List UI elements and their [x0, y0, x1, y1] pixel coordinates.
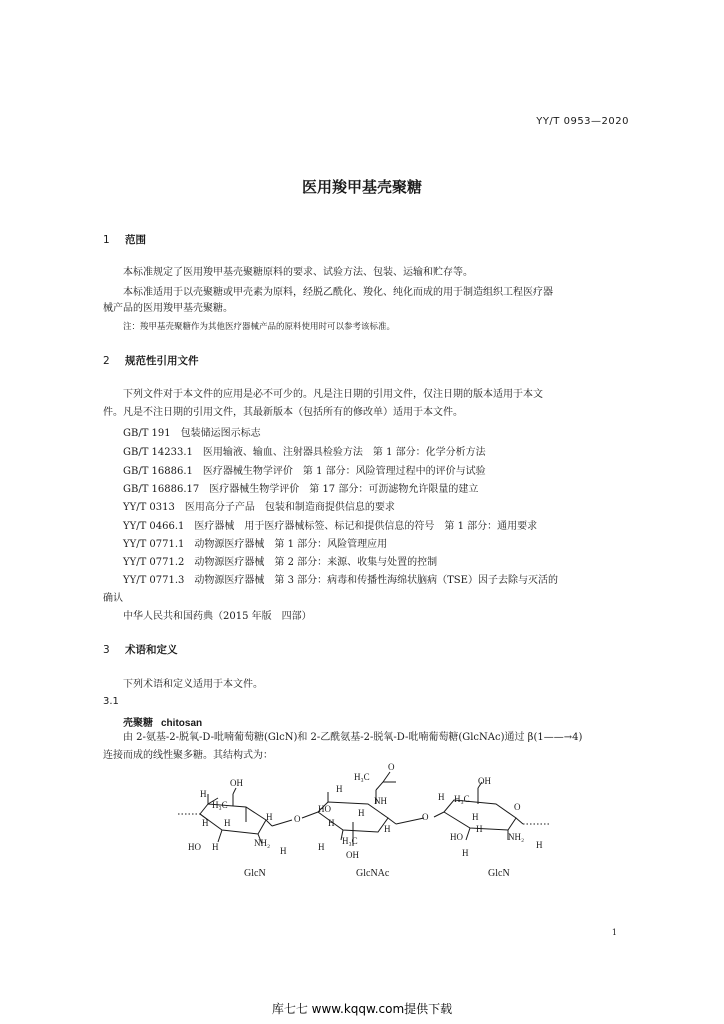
atom-label: OH: [478, 776, 491, 786]
paragraph: 械产品的医用羧甲基壳聚糖。: [103, 303, 233, 314]
reference-item: GB/T 16886.17 医疗器械生物学评价 第 17 部分：可沥滤物允许限量的建立: [123, 484, 479, 495]
atom-label: H: [384, 824, 391, 834]
reference-item-continued: 确认: [103, 593, 123, 604]
residue-label: GlcNAc: [356, 868, 390, 879]
reference-item: GB/T 191 包装储运图示标志: [123, 428, 261, 439]
note: 注：羧甲基壳聚糖作为其他医疗器械产品的原料使用时可以参考该标准。: [123, 322, 396, 332]
atom-label: HO: [318, 804, 331, 814]
atom-label: H: [212, 842, 219, 852]
atom-label: NH₂: [508, 832, 525, 842]
subsection-number: 3.1: [103, 696, 119, 707]
atom-label: NH₂: [254, 838, 271, 848]
atom-label: H: [224, 818, 231, 828]
atom-label: O: [294, 814, 301, 824]
section-title: 术语和定义: [125, 644, 178, 656]
atom-label: H: [202, 818, 209, 828]
reference-item: YY/T 0466.1 医疗器械 用于医疗器械标签、标记和提供信息的符号 第 1 部分：通用要求: [123, 521, 538, 532]
atom-label: H₃C: [212, 800, 228, 810]
section-title: 范围: [125, 234, 146, 246]
atom-label: H: [200, 789, 207, 799]
section-title: 规范性引用文件: [125, 355, 199, 367]
reference-item: YY/T 0771.2 动物源医疗器械 第 2 部分：来源、收集与处置的控制: [123, 557, 438, 568]
paragraph: 本标准规定了医用羧甲基壳聚糖原料的要求、试验方法、包装、运输和贮存等。: [123, 267, 473, 278]
section-3-heading: [103, 642, 178, 657]
residue-label: GlcN: [244, 868, 266, 879]
atom-label: NH: [374, 796, 387, 806]
atom-label: OH: [346, 850, 359, 860]
atom-label: H₃C: [342, 836, 358, 846]
atom-label: OH: [230, 778, 243, 788]
definition: 连接而成的线性聚多糖。其结构式为：: [103, 750, 273, 761]
paragraph: 下列文件对于本文件的应用是必不可少的。凡是注日期的引用文件，仅注日期的版本适用于本文: [123, 389, 543, 400]
reference-item: YY/T 0771.1 动物源医疗器械 第 1 部分：风险管理应用: [123, 539, 388, 550]
paragraph: 本标准适用于以壳聚糖或甲壳素为原料，经脱乙酰化、羧化、纯化而成的用于制造组织工程医疗器: [123, 287, 553, 298]
section-2-heading: [103, 353, 199, 368]
atom-label: H: [536, 840, 543, 850]
atom-label: H: [336, 784, 343, 794]
paragraph: 件。凡是不注日期的引用文件，其最新版本（包括所有的修改单）适用于本文件。: [103, 407, 463, 418]
term-english: chitosan: [161, 718, 203, 729]
atom-label: H: [328, 818, 335, 828]
standard-code: YY/T 0953—2020: [536, 116, 629, 127]
residue-label: GlcN: [488, 868, 510, 879]
atom-label: H: [358, 808, 365, 818]
atom-label: H: [476, 824, 483, 834]
atom-label: H: [472, 812, 479, 822]
atom-label: H: [318, 842, 325, 852]
term-chinese: 壳聚糖: [123, 718, 153, 729]
atom-label: HO: [188, 842, 201, 852]
atom-label: O: [422, 812, 429, 822]
reference-item: GB/T 16886.1 医疗器械生物学评价 第 1 部分：风险管理过程中的评价与试验: [123, 466, 486, 477]
atom-label: H₃C: [454, 794, 470, 804]
atom-label: H: [266, 812, 273, 822]
atom-label: O: [388, 762, 395, 772]
section-1-heading: [103, 232, 146, 247]
page-title: 医用羧甲基壳聚糖: [301, 178, 422, 196]
section-number: 1: [103, 234, 110, 246]
reference-item: GB/T 14233.1 医用输液、输血、注射器具检验方法 第 1 部分：化学分析方法: [123, 447, 486, 458]
section-number: 2: [103, 355, 110, 367]
reference-item: YY/T 0313 医用高分子产品 包装和制造商提供信息的要求: [123, 502, 395, 513]
atom-label: HO: [450, 832, 463, 842]
definition: 由 2-氨基-2-脱氧-D-吡喃葡萄糖(GlcN)和 2-乙酰氨基-2-脱氧-D-吡喃葡萄糖(GlcNAc)通过 β(1——→4): [123, 732, 583, 743]
atom-label: H: [280, 846, 287, 856]
reference-item: 中华人民共和国药典（2015 年版 四部）: [123, 611, 312, 622]
reference-item: YY/T 0771.3 动物源医疗器械 第 3 部分：病毒和传播性海绵状脑病（TSE）因子去除与灭活的: [123, 575, 558, 586]
term-entry: [123, 714, 202, 729]
atom-label: H₃C: [354, 772, 370, 782]
download-footer[interactable]: 库七七 www.kqqw.com提供下载: [271, 1002, 453, 1016]
atom-label: H: [438, 792, 445, 802]
atom-label: H: [462, 848, 469, 858]
chitosan-structure-diagram: [178, 760, 558, 885]
section-number: 3: [103, 644, 110, 656]
paragraph: 下列术语和定义适用于本文件。: [123, 679, 263, 690]
page-number: 1: [611, 928, 617, 937]
atom-label: O: [514, 802, 521, 812]
